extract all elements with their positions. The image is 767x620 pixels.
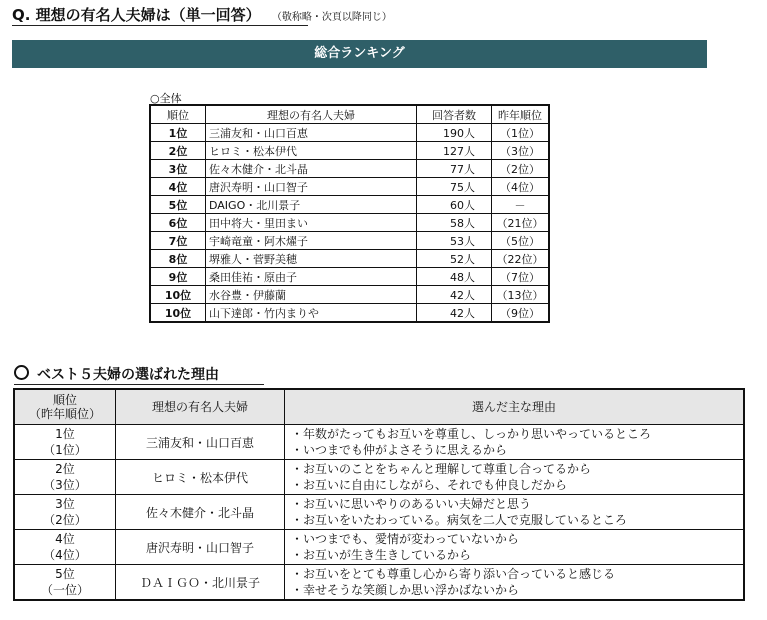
respondents-cell: 77人	[417, 160, 492, 178]
last-year-rank-cell: －	[492, 196, 550, 214]
last-year-rank-cell: （13位）	[492, 286, 550, 304]
last-year-rank-cell: （3位）	[492, 142, 550, 160]
ranking-row	[150, 232, 549, 250]
rank-cell: 10位	[150, 286, 206, 304]
reason-line: ・年数がたってもお互いを尊重し、しっかり思いやっているところ	[291, 427, 652, 441]
ranking-row	[150, 178, 549, 196]
reason-line: ・いつまでも、愛情が変わっていないから	[291, 532, 519, 546]
rank-cell: 5位	[150, 196, 206, 214]
couple-cell: DAIGO・北川景子	[206, 196, 417, 214]
last-year-rank-cell: （2位）	[492, 160, 550, 178]
best5-heading	[14, 364, 219, 384]
ranking-row	[150, 160, 549, 178]
rank-cell: 8位	[150, 250, 206, 268]
couple-cell: 山下達郎・竹内まりや	[206, 304, 417, 323]
header-couple: 理想の有名人夫婦	[206, 105, 417, 124]
ranking-row	[150, 286, 549, 304]
couple-cell: 佐々木健介・北斗晶	[116, 495, 285, 530]
reason-row	[14, 460, 744, 495]
reason-row	[14, 530, 744, 565]
reason-line: ・お互いに自由にしながら、それでも仲良しだから	[291, 478, 568, 492]
rank-cell: 3位	[150, 160, 206, 178]
header-reasons: 選んだ主な理由	[285, 389, 745, 425]
couple-cell: ＤＡＩＧＯ・北川景子	[116, 565, 285, 601]
last-year-rank-cell: （4位）	[492, 178, 550, 196]
ranking-row	[150, 214, 549, 232]
couple-cell: 田中将大・里田まい	[206, 214, 417, 232]
respondents-cell: 52人	[417, 250, 492, 268]
header-respondents: 回答者数	[417, 105, 492, 124]
reason-line: ・お互いが生き生きしているから	[291, 548, 472, 562]
couple-cell: 佐々木健介・北斗晶	[206, 160, 417, 178]
couple-cell: 堺雅人・菅野美穂	[206, 250, 417, 268]
header-rank-prev	[14, 389, 116, 425]
rank-prev-cell	[14, 425, 116, 460]
circle-bullet-icon	[14, 365, 29, 380]
header-couple: 理想の有名人夫婦	[116, 389, 285, 425]
couple-cell: 三浦友和・山口百恵	[206, 124, 417, 142]
rank-cell: 4位	[150, 178, 206, 196]
ranking-row	[150, 268, 549, 286]
reason-row	[14, 565, 744, 601]
last-year-rank-cell: （21位）	[492, 214, 550, 232]
last-year-rank-cell: （7位）	[492, 268, 550, 286]
couple-cell: ヒロミ・松本伊代	[206, 142, 417, 160]
reason-line: ・いつまでも仲がよさそうに思えるから	[291, 443, 508, 457]
respondents-cell: 48人	[417, 268, 492, 286]
last-year-rank-value: （一位）	[40, 583, 89, 597]
reasons-cell	[285, 425, 745, 460]
ranking-row	[150, 124, 549, 142]
respondents-cell: 190人	[417, 124, 492, 142]
header-rank-line1: 順位	[52, 393, 77, 407]
rank-prev-cell	[14, 530, 116, 565]
last-year-rank-value: （1位）	[43, 443, 87, 457]
respondents-cell: 75人	[417, 178, 492, 196]
ranking-row	[150, 250, 549, 268]
couple-cell: ヒロミ・松本伊代	[116, 460, 285, 495]
best5-underline	[14, 384, 264, 385]
rank-cell: 7位	[150, 232, 206, 250]
header-rank: 順位	[150, 105, 206, 124]
respondents-cell: 127人	[417, 142, 492, 160]
reason-line: ・お互いに思いやりのあるいい夫婦だと思う	[291, 497, 532, 511]
couple-cell: 唐沢寿明・山口智子	[116, 530, 285, 565]
header-last-year-rank: 昨年順位	[492, 105, 550, 124]
reason-line: ・お互いをとても尊重し心から寄り添い合っていると感じる	[291, 567, 616, 581]
respondents-cell: 58人	[417, 214, 492, 232]
rank-value: 5位	[55, 567, 75, 581]
reason-line: ・幸せそうな笑顔しか思い浮かばないから	[291, 583, 520, 597]
respondents-cell: 60人	[417, 196, 492, 214]
question-title: Q. 理想の有名人夫婦は（単一回答）	[12, 6, 261, 24]
best5-reasons-table	[13, 388, 745, 601]
header-rank-line2: （昨年順位）	[28, 407, 101, 421]
reasons-cell	[285, 565, 745, 601]
couple-cell: 三浦友和・山口百恵	[116, 425, 285, 460]
last-year-rank-cell: （1位）	[492, 124, 550, 142]
rank-cell: 2位	[150, 142, 206, 160]
respondents-cell: 53人	[417, 232, 492, 250]
last-year-rank-cell: （9位）	[492, 304, 550, 323]
rank-prev-cell	[14, 495, 116, 530]
ranking-row	[150, 304, 549, 323]
rank-value: 3位	[55, 497, 75, 511]
last-year-rank-value: （4位）	[43, 548, 87, 562]
reason-row	[14, 425, 744, 460]
ranking-row	[150, 142, 549, 160]
overall-section-label: ○全体	[150, 92, 182, 105]
ranking-row	[150, 196, 549, 214]
last-year-rank-value: （3位）	[43, 478, 87, 492]
rank-cell: 1位	[150, 124, 206, 142]
couple-cell: 宇崎竜童・阿木燿子	[206, 232, 417, 250]
last-year-rank-value: （2位）	[43, 513, 87, 527]
overall-header-row	[150, 105, 549, 124]
rank-value: 4位	[55, 532, 75, 546]
reasons-cell	[285, 495, 745, 530]
reasons-cell	[285, 530, 745, 565]
rank-cell: 10位	[150, 304, 206, 323]
overall-ranking-banner: 総合ランキング	[12, 40, 707, 68]
respondents-cell: 42人	[417, 286, 492, 304]
rank-value: 2位	[55, 462, 75, 476]
reason-line: ・お互いをいたわっている。病気を二人で克服しているところ	[291, 513, 627, 527]
question-note: （敬称略・次頁以降同じ）	[271, 12, 392, 23]
rank-prev-cell	[14, 460, 116, 495]
reason-line: ・お互いのことをちゃんと理解して尊重し合ってるから	[291, 462, 592, 476]
couple-cell: 桑田佳祐・原由子	[206, 268, 417, 286]
question-heading	[12, 4, 392, 25]
question-underline	[12, 25, 308, 26]
rank-value: 1位	[55, 427, 75, 441]
last-year-rank-cell: （5位）	[492, 232, 550, 250]
reasons-header-row	[14, 389, 744, 425]
rank-cell: 6位	[150, 214, 206, 232]
rank-prev-cell	[14, 565, 116, 601]
rank-cell: 9位	[150, 268, 206, 286]
couple-cell: 唐沢寿明・山口智子	[206, 178, 417, 196]
reasons-cell	[285, 460, 745, 495]
overall-ranking-table	[149, 104, 550, 323]
reason-row	[14, 495, 744, 530]
couple-cell: 水谷豊・伊藤蘭	[206, 286, 417, 304]
respondents-cell: 42人	[417, 304, 492, 323]
best5-title: ベスト５夫婦の選ばれた理由	[37, 367, 219, 383]
last-year-rank-cell: （22位）	[492, 250, 550, 268]
